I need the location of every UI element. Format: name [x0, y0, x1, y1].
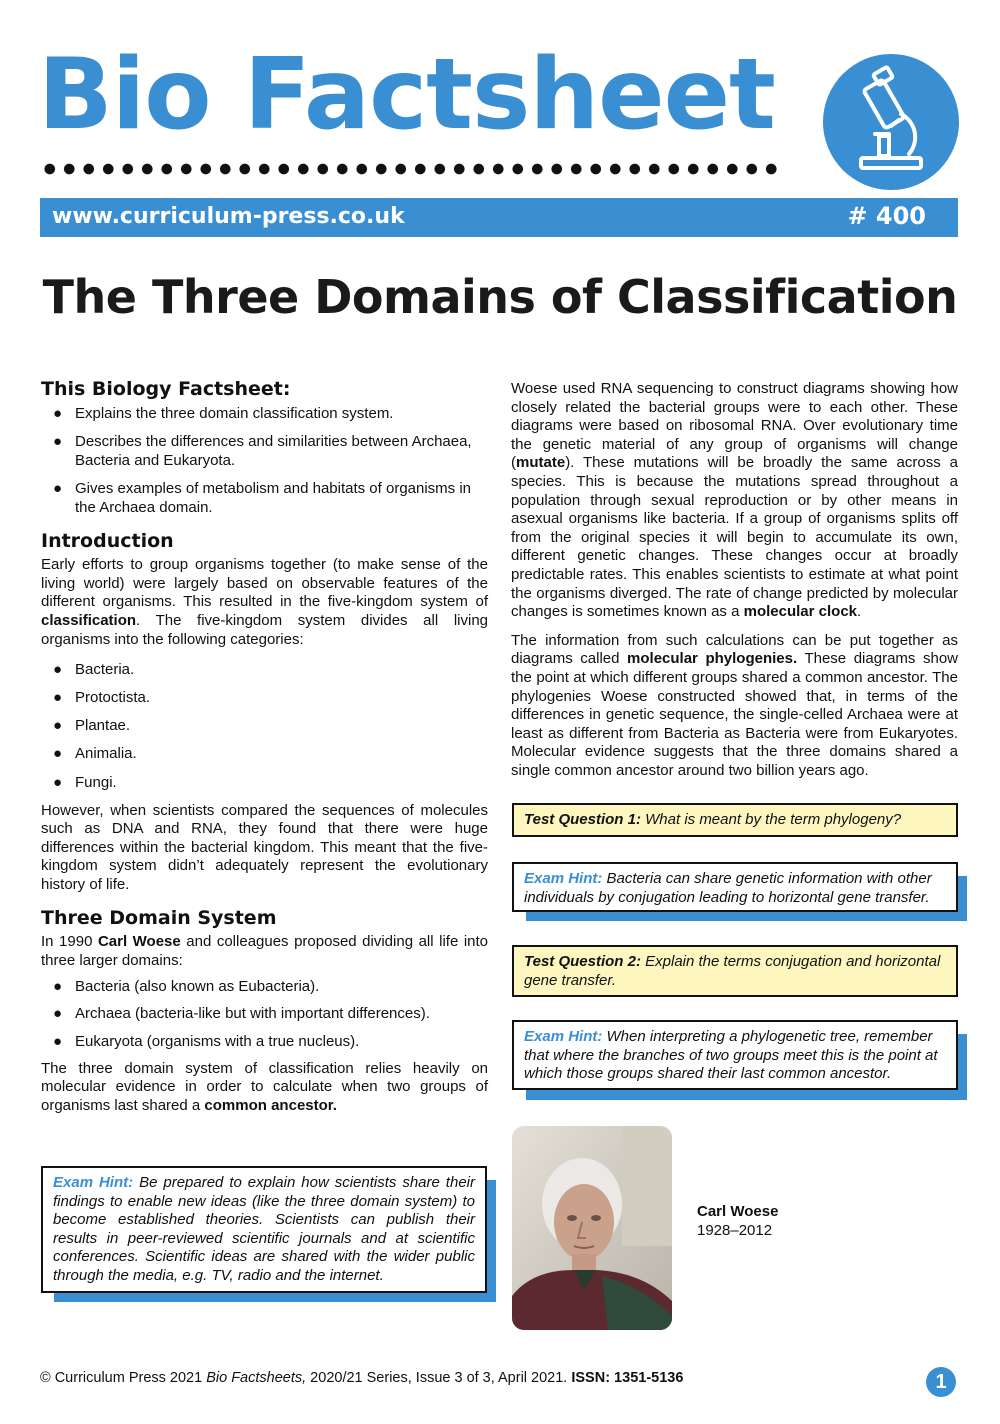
left-column [41, 380, 488, 1123]
right-paragraph-1: Woese used RNA sequencing to construct diagrams showing how closely related the bacterial groups were to each other. These diagrams were based on ribosomal RNA. Over evolutionary time the genetic material of any group of organisms will change (mutate). These mutations will be broadly the same across a species. This is because the mutations spread throughout a population through sexual reproduction or by other means in asexual organisms like bacteria. If a group of organisms splits off from the original species it will begin to accumulate its own, different genetic changes. These changes occur at broadly predictable rates. This enables scientists to estimate at what point the organisms diverged. The rate of change predicted by molecular changes is sometimes known as a molecular clock. [511, 380, 958, 621]
caption-years: 1928–2012 [697, 1222, 773, 1239]
dotted-divider [40, 158, 780, 180]
list-item: ● Bacteria. [53, 661, 135, 679]
exam-hint-label: Exam Hint: [524, 870, 603, 887]
test-question-2-box: Test Question 2: Explain the terms conjugation and horizontal gene transfer. [512, 945, 958, 997]
microscope-icon [823, 54, 959, 190]
carl-woese-photo [512, 1126, 672, 1330]
three-domain-paragraph-1: In 1990 Carl Woese and colleagues proposed dividing all life into three larger domains: [41, 933, 488, 969]
test-question-label: Test Question 2: [524, 953, 641, 970]
caption-name: Carl Woese [697, 1203, 779, 1220]
test-question-label: Test Question 1: [524, 811, 641, 828]
kingdom-list [41, 661, 488, 792]
three-domain-paragraph-2: The three domain system of classification relies heavily on molecular evidence in order to calculate when two groups of organisms last shared a common ancestor. [41, 1059, 488, 1114]
exam-hint-box: Exam Hint: Be prepared to explain how scientists share their findings to enable new ideas (like the three domain system) to become established theories. Scientists can publish their results in peer-reviewed scientific journals and at scientific conferences. Scientific ideas are shared with the wider public through the media, e.g. TV, radio and the internet. [41, 1166, 487, 1293]
intro-paragraph-2: However, when scientists compared the sequences of molecules such as DNA and RNA, they found that there were huge differences within the bacterial kingdom. This meant that the five-kingdom system didn’t adequately represent the evolutionary history of life. [41, 801, 488, 893]
list-item: ● Protoctista. [53, 689, 151, 707]
brand-title: Bio Factsheet [38, 38, 775, 152]
photo-caption [697, 1202, 778, 1240]
exam-hint-box-2: Exam Hint: When interpreting a phylogenetic tree, remember that where the branches of two groups meet this is the point at which those groups shared their last common ancestor. [512, 1020, 958, 1090]
right-paragraph-2: The information from such calculations can be put together as diagrams called molecular phylogenies. These diagrams show the point at which different groups shared a common ancestor. The phylogenies Woese constructed showed that, in terms of the differences in genetic sequence, the single-celled Archaea were at least as different from Bacteria as Bacteria were from Eukaryotes. Molecular evidence suggests that the three domains shared a single common ancestor around two billion years ago. [511, 631, 958, 779]
header-banner [40, 198, 958, 237]
exam-hint-box-1: Exam Hint: Bacteria can share genetic information with other individuals by conjugation leading to horizontal gene transfer. [512, 862, 958, 912]
exam-hint-label: Exam Hint: [524, 1028, 603, 1045]
list-item: ● Plantae. [53, 717, 131, 735]
list-item: ● Gives examples of metabolism and habitats of organisms in the Archaea domain. [53, 480, 472, 516]
website-link[interactable]: www.curriculum-press.co.uk [52, 204, 405, 229]
list-item: ● Eukaryota (organisms with a true nucleus). [53, 1032, 360, 1050]
list-item: ● Describes the differences and similarities between Archaea, Bacteria and Eukaryota. [53, 433, 472, 469]
page-title: The Three Domains of Classification [42, 270, 958, 324]
list-item: ● Explains the three domain classification system. [53, 404, 394, 422]
exam-hint-label: Exam Hint: [53, 1174, 134, 1191]
footer-text: © Curriculum Press 2021 Bio Factsheets, 2020/21 Series, Issue 3 of 3, April 2021. ISSN: 1351-5136 [40, 1370, 684, 1386]
list-item: ● Fungi. [53, 773, 117, 791]
factsheet-heading: This Biology Factsheet: [41, 378, 291, 400]
page-number: 1 [926, 1367, 956, 1397]
introduction-heading: Introduction [41, 529, 174, 552]
list-item: ● Animalia. [53, 745, 137, 763]
domain-list [41, 978, 488, 1051]
list-item: ● Bacteria (also known as Eubacteria). [53, 978, 320, 996]
three-domain-heading: Three Domain System [41, 906, 277, 929]
right-column [511, 380, 958, 788]
list-item: ● Archaea (bacteria-like but with important differences). [53, 1005, 430, 1023]
test-question-1-box: Test Question 1: What is meant by the term phylogeny? [512, 803, 958, 837]
factsheet-list [41, 405, 488, 518]
intro-paragraph-1: Early efforts to group organisms together (to make sense of the living world) were largely based on observable features of the different organisms. This resulted in the five-kingdom system of classification. The five-kingdom system divides all living organisms into the following categories: [41, 556, 488, 648]
issue-number: # 400 [847, 202, 926, 230]
